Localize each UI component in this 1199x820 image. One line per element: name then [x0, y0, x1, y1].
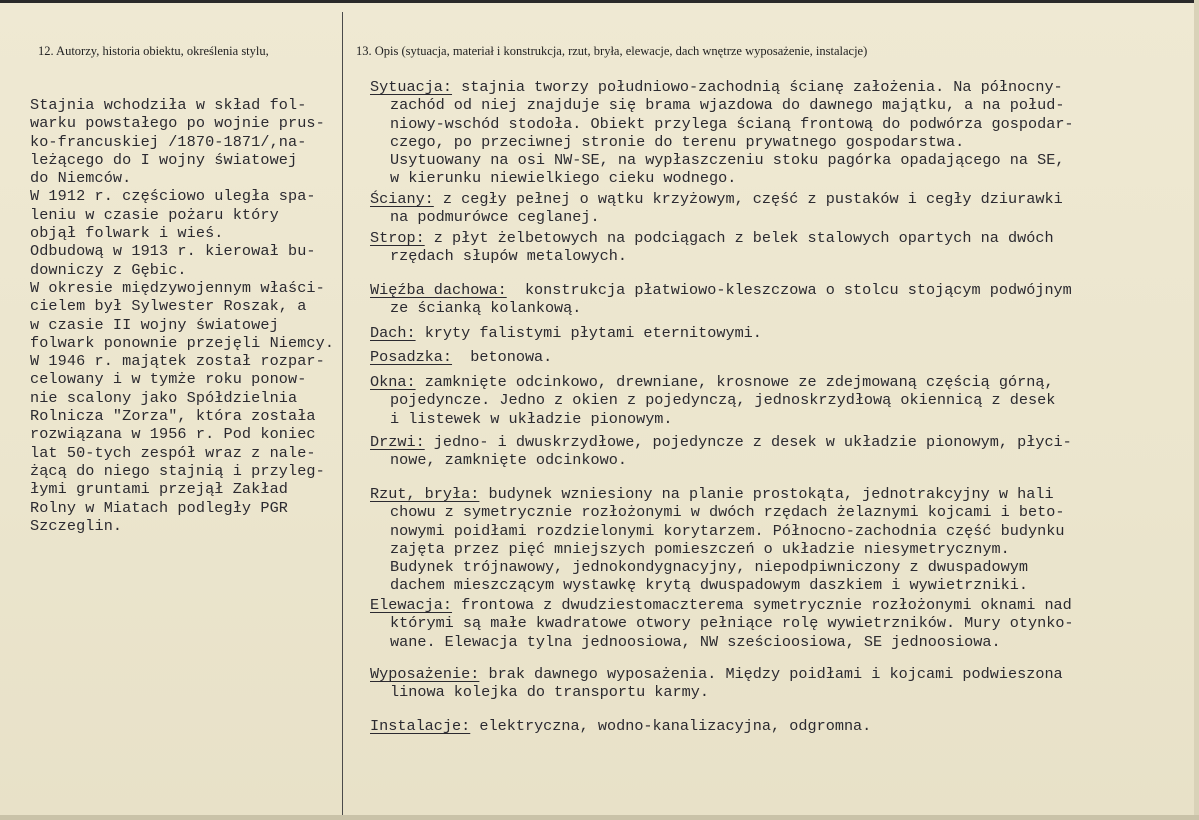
sytuacja-first-line — [370, 78, 1074, 96]
strop-line: rzędach słupów metalowych. — [390, 247, 627, 266]
drzwi-first-line — [370, 433, 1072, 451]
sytuacja-line: Usytuowany na osi NW-SE, na wypłaszczeniu stoku pagórka opadającego na SE, — [390, 151, 1065, 170]
history-line: Stajnia wchodziła w skład fol- — [30, 96, 307, 114]
history-line: ko-francuskiej /1870-1871/,na- — [30, 132, 307, 151]
history-line: W 1946 r. majątek został rozpar- — [30, 352, 325, 371]
section-drzwi — [370, 433, 1072, 470]
okna-line: i listewek w układzie pionowym. — [390, 409, 673, 428]
history-line: objął folwark i wieś. — [30, 224, 224, 243]
history-line: żącą do niego stajnią i przyleg- — [30, 461, 325, 480]
drzwi-label: Drzwi: — [370, 433, 425, 451]
strop-label: Strop: — [370, 229, 425, 247]
history-line: łymi gruntami przejął Zakład — [30, 480, 288, 499]
wiezba-text: konstrukcja płatwiowo-kleszczowa o stolcu stojącym podwójnym — [506, 281, 1072, 299]
history-line: do Niemców. — [30, 169, 132, 188]
bottom-edge — [0, 815, 1199, 820]
okna-text: zamknięte odcinkowo, drewniane, krosnowe ze zdejmowaną częścią górną, — [415, 373, 1054, 391]
elewacja-first-line — [370, 596, 1074, 614]
history-line: Szczeglin. — [30, 516, 123, 535]
history-line: nie scalony jako Spółdzielnia — [30, 388, 298, 407]
history-line: W 1912 r. częściowo uległa spa- — [30, 187, 316, 206]
strop-first-line — [370, 229, 1054, 247]
section-elewacja — [370, 596, 1074, 651]
elewacja-label: Elewacja: — [370, 596, 453, 614]
rzut-line: Budynek trójnawowy, jednokondygnacyjny, niepodpiwniczony z dwuspadowym — [390, 558, 1028, 577]
wyposazenie-first-line — [370, 665, 1063, 683]
section-wiezba — [370, 281, 1072, 318]
wyposazenie-label: Wyposażenie: — [370, 665, 480, 683]
instalacje-text: elektryczna, wodno-kanalizacyjna, odgromna. — [470, 717, 872, 735]
wiezba-line: ze ścianką kolankową. — [390, 299, 582, 318]
history-line: downiczy z Gębic. — [30, 260, 187, 279]
history-line: celowany i w tymże roku ponow- — [30, 370, 307, 389]
sytuacja-text: stajnia tworzy południowo-zachodnią ścianę założenia. Na północny- — [452, 78, 1063, 96]
wyposazenie-line: linowa kolejka do transportu karmy. — [390, 683, 709, 702]
sytuacja-label: Sytuacja: — [370, 78, 453, 96]
elewacja-text: frontowa z dwudziestomaczterema symetrycznie rozłożonymi oknami nad — [452, 596, 1072, 614]
top-edge — [0, 0, 1199, 3]
history-line: Rolnicza "Zorza", która została — [30, 407, 316, 426]
history-line: w czasie II wojny światowej — [30, 315, 279, 334]
okna-first-line — [370, 373, 1055, 391]
section-sciany — [370, 190, 1063, 227]
dach-text: kryty falistymi płytami eternitowymi. — [415, 324, 762, 342]
section-strop — [370, 229, 1054, 266]
section-okna — [370, 373, 1055, 428]
wiezba-first-line — [370, 281, 1072, 299]
drzwi-text: jedno- i dwuskrzydłowe, pojedyncze z desek w układzie pionowym, płyci- — [424, 433, 1072, 451]
sciany-label: Ściany: — [370, 190, 434, 208]
history-line: folwark ponownie przejęli Niemcy. — [30, 333, 335, 352]
wiezba-label: Więźba dachowa: — [370, 281, 507, 299]
history-line: leżącego do I wojny światowej — [30, 150, 298, 169]
section-dach — [370, 324, 762, 342]
section-instalacje — [370, 717, 871, 735]
header-description: 13. Opis (sytuacja, materiał i konstrukcja, rzut, bryła, elewacje, dach wnętrze wyposażenie, instalacje) — [356, 44, 868, 58]
elewacja-line: którymi są małe kwadratowe otwory pełniące rolę wywietrzników. Mury otynko- — [390, 614, 1074, 633]
okna-line: pojedyncze. Jedno z okien z pojedynczą, jednoskrzydłową okiennicą z desek — [390, 391, 1056, 410]
history-line: Odbudową w 1913 r. kierował bu- — [30, 242, 316, 261]
sciany-text: z cegły pełnej o wątku krzyżowym, część z pustaków i cegły dziurawki — [433, 190, 1063, 208]
history-line: rozwiązana w 1956 r. Pod koniec — [30, 425, 316, 444]
section-sytuacja — [370, 78, 1074, 188]
history-line: W okresie międzywojennym właści- — [30, 278, 325, 297]
drzwi-line: nowe, zamknięte odcinkowo. — [390, 451, 627, 470]
dach-first-line — [370, 324, 762, 342]
section-wyposazenie — [370, 665, 1063, 702]
posadzka-label: Posadzka: — [370, 348, 453, 366]
rzut-line: chowu z symetrycznie rozłożonymi w dwóch rzędach żelaznymi kojcami i beto- — [390, 503, 1065, 522]
history-line: lat 50-tych zespół wraz z nale- — [30, 443, 316, 462]
history-line: leniu w czasie pożaru który — [30, 205, 279, 224]
sytuacja-line: czego, po przeciwnej stronie do terenu prywatnego gospodarstwa. — [390, 132, 965, 151]
history-line: warku powstałego po wojnie prus- — [30, 114, 325, 133]
sytuacja-line: w kierunku niewielkiego cieku wodnego. — [390, 169, 737, 188]
sciany-first-line — [370, 190, 1063, 208]
instalacje-first-line — [370, 717, 871, 735]
rzut-first-line — [370, 485, 1064, 503]
posadzka-first-line — [370, 348, 552, 366]
instalacje-label: Instalacje: — [370, 717, 471, 735]
history-line: cielem był Sylwester Roszak, a — [30, 297, 307, 316]
history-line: Rolny w Miatach podległy PGR — [30, 498, 288, 517]
section-posadzka — [370, 348, 552, 366]
dach-label: Dach: — [370, 324, 416, 342]
rzut-label: Rzut, bryła: — [370, 485, 480, 503]
history-text — [30, 96, 346, 535]
section-rzut — [370, 485, 1064, 595]
posadzka-text: betonowa. — [452, 348, 553, 366]
sytuacja-line: niowy-wschód stodoła. Obiekt przylega ścianą frontową do podwórza gospodar- — [390, 114, 1074, 133]
rzut-text: budynek wzniesiony na planie prostokąta, jednotrakcyjny w hali — [479, 485, 1054, 503]
strop-text: z płyt żelbetowych na podciągach z belek stalowych opartych na dwóch — [424, 229, 1054, 247]
sciany-line: na podmurówce ceglanej. — [390, 208, 600, 227]
header-history: 12. Autorzy, historia obiektu, określenia stylu, — [38, 44, 269, 58]
wyposazenie-text: brak dawnego wyposażenia. Między poidłami i kojcami podwieszona — [479, 665, 1063, 683]
rzut-line: zajęta przez pięć mniejszych pomieszczeń o układzie niesymetrycznym. — [390, 539, 1010, 558]
right-edge — [1194, 0, 1199, 820]
rzut-line: dachem mieszczącym wystawkę krytą dwuspadowym daszkiem i wywietrzniki. — [390, 576, 1028, 595]
rzut-line: nowymi poidłami rozdzielonymi korytarzem. Północno-zachodnia część budynku — [390, 521, 1065, 540]
okna-label: Okna: — [370, 373, 416, 391]
sytuacja-line: zachód od niej znajduje się brama wjazdowa do dawnego majątku, a na połud- — [390, 96, 1065, 115]
elewacja-line: wane. Elewacja tylna jednoosiowa, NW sześcioosiowa, SE jednoosiowa. — [390, 632, 1001, 651]
